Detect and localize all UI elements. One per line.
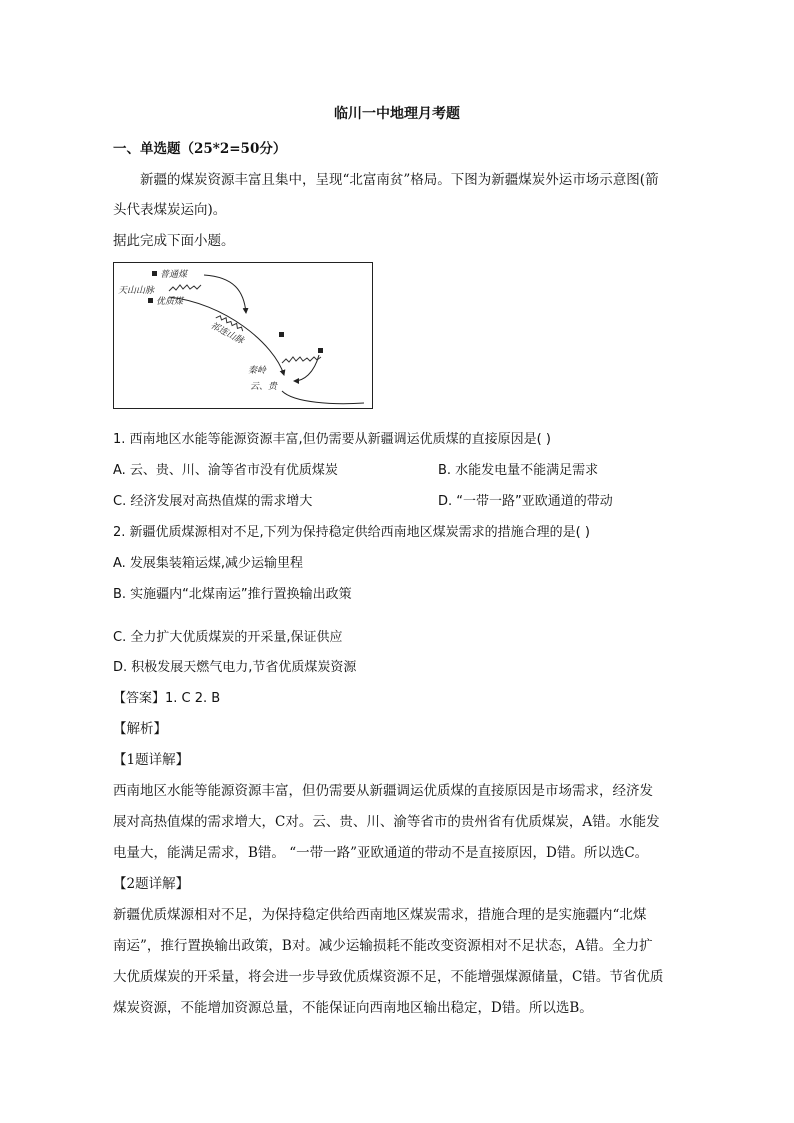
q2-option-d: D. 积极发展天燃气电力,节省优质煤炭资源 <box>113 660 357 675</box>
detail2-heading: 【2题详解】 <box>113 876 190 892</box>
q2-option-c: C. 全力扩大优质煤炭的开采量,保证供应 <box>113 630 343 645</box>
q1-option-d: D. “一带一路”亚欧通道的带动 <box>438 494 613 509</box>
coal-marker-east <box>318 348 323 353</box>
detail2-line-3: 大优质煤炭的开采量，将会进一步导致优质煤资源不足，不能增强煤源储量，C错。节省优质 <box>113 969 664 985</box>
label-yungui: 云、贵 <box>250 382 278 392</box>
coal-marker-mid <box>279 332 284 337</box>
label-tianshan: 天山山脉 <box>118 286 155 296</box>
detail1-line-2: 展对高热值煤的需求增大，C对。云、贵、川、渝等省市的贵州省有优质煤炭，A错。水能发 <box>113 814 660 830</box>
answer-line: 【答案】1. C 2. B <box>113 691 221 706</box>
q1-option-b: B. 水能发电量不能满足需求 <box>438 463 599 478</box>
intro-line-3: 据此完成下面小题。 <box>113 233 235 249</box>
detail2-line-2: 南运”，推行置换输出政策，B对。减少运输损耗不能改变资源相对不足状态，A错。全力扩 <box>113 938 653 954</box>
label-normal-coal: 普通煤 <box>160 270 188 280</box>
arrow-southwest <box>282 391 364 404</box>
page-title: 临川一中地理月考题 <box>334 106 460 122</box>
quality-coal-marker <box>148 298 153 303</box>
qinling-range-shape <box>282 357 321 363</box>
detail2-line-4: 煤炭资源，不能增加资源总量，不能保证向西南地区输出稳定，D错。所以选B。 <box>113 1000 593 1016</box>
q2-option-b: B. 实施疆内“北煤南运”推行置换输出政策 <box>113 587 352 602</box>
intro-line-2: 头代表煤炭运向)。 <box>113 202 227 218</box>
detail1-line-1: 西南地区水能等能源资源丰富，但仍需要从新疆调运优质煤的直接原因是市场需求，经济发 <box>113 783 653 799</box>
detail1-line-3: 电量大，能满足需求，B错。 “一带一路”亚欧通道的带动不是直接原因，D错。所以选C。 <box>113 845 649 861</box>
q2-stem: 2. 新疆优质煤源相对不足,下列为保持稳定供给西南地区煤炭需求的措施合理的是( ) <box>113 525 590 540</box>
analysis-heading: 【解析】 <box>113 721 167 737</box>
detail1-heading: 【1题详解】 <box>113 752 190 768</box>
q2-option-a: A. 发展集装箱运煤,减少运输里程 <box>113 556 304 571</box>
intro-line-1: 新疆的煤炭资源丰富且集中，呈现“北富南贫”格局。下图为新疆煤炭外运市场示意图(箭 <box>140 172 659 188</box>
label-qinling: 秦岭 <box>248 366 267 376</box>
q1-stem: 1. 西南地区水能等能源资源丰富,但仍需要从新疆调运优质煤的直接原因是( ) <box>113 432 551 447</box>
section-heading: 一、单选题（25*2=50分） <box>113 141 287 157</box>
tianshan-range-shape <box>169 285 201 291</box>
q1-option-c: C. 经济发展对高热值煤的需求增大 <box>113 494 313 509</box>
q1-option-a: A. 云、贵、川、渝等省市没有优质煤炭 <box>113 463 338 478</box>
detail2-line-1: 新疆优质煤源相对不足，为保持稳定供给西南地区煤炭需求，措施合理的是实施疆内“北煤 <box>113 907 647 923</box>
label-qilian: 祁连山脉 <box>208 320 246 347</box>
label-quality-coal: 优质煤 <box>156 297 184 307</box>
coal-transport-map <box>113 262 373 409</box>
normal-coal-marker <box>152 271 157 276</box>
